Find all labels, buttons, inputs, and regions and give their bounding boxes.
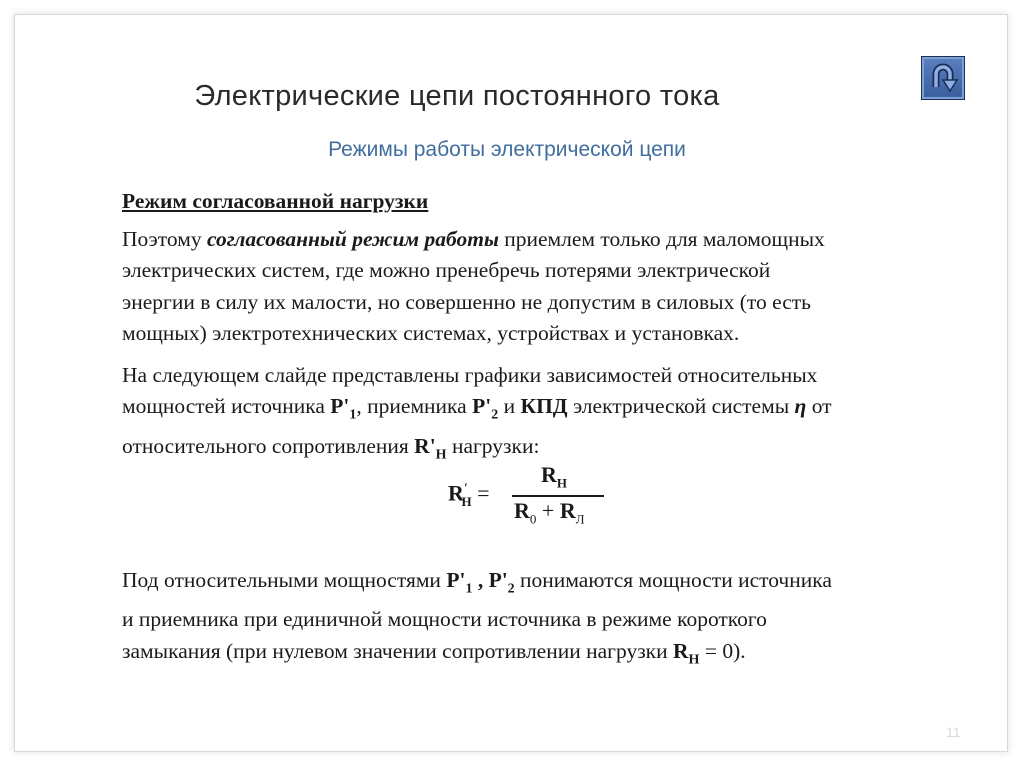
symbol-text: R': [414, 433, 436, 458]
paragraph-3: [122, 565, 992, 676]
text: приемлем только для маломощных: [498, 226, 825, 251]
paragraph-2-line-1: На следующем слайде представлены графики зависимостей относительных: [122, 362, 818, 387]
text: , приемника: [356, 394, 473, 418]
symbol-r: [414, 433, 447, 463]
paragraph-2: [122, 360, 992, 471]
subscript: Л: [575, 511, 585, 527]
equals-sign: =: [471, 480, 490, 506]
text: от: [806, 394, 832, 418]
text: относительного сопротивления: [122, 433, 415, 458]
symbol-text: R: [541, 462, 557, 487]
back-button[interactable]: [921, 56, 965, 100]
paragraph-2-line-2: [122, 391, 992, 431]
formula-lhs: [448, 480, 490, 510]
symbol-rh: [673, 638, 700, 668]
text: замыкания (при нулевом значении сопротивлении нагрузки: [122, 638, 674, 663]
paragraph-1-line-4: мощных) электротехнических системах, устройствах и установках.: [122, 321, 740, 345]
slide-title: Электрические цепи постоянного тока: [194, 80, 720, 112]
symbol-text: P': [488, 567, 508, 592]
emphasis-text: согласованный режим работы: [206, 226, 499, 251]
subscript: 2: [507, 580, 515, 596]
fraction-bar: [512, 495, 604, 497]
separator: ,: [472, 567, 489, 592]
subscript: Н: [435, 447, 447, 463]
symbol-p1: [446, 567, 473, 596]
text: Под относительными мощностями: [122, 567, 447, 592]
paragraph-1-line-3: энергии в силу их малости, но совершенно не допустим в силовых (то есть: [122, 289, 811, 314]
prime: ′: [463, 480, 468, 495]
symbol-p1: [330, 394, 357, 423]
subscript: Н: [688, 652, 700, 668]
symbol-p2: [488, 567, 515, 596]
paragraph-3-line-1: [122, 565, 992, 605]
symbol-text: P': [472, 394, 492, 418]
slide-subtitle: Режимы работы электрической цепи: [328, 138, 686, 161]
symbol-text: P': [330, 394, 350, 418]
paragraph-1-line-2: электрических систем, где можно пренебречь потерями электрической: [122, 258, 771, 282]
section-heading: Режим согласованной нагрузки: [122, 189, 429, 213]
text: мощностей источника: [122, 394, 331, 418]
u-turn-arrow-icon: [926, 61, 960, 95]
text: Поэтому: [122, 226, 207, 251]
text: нагрузки:: [446, 433, 540, 458]
paragraph-3-line-3: [122, 636, 992, 676]
subscript: 2: [491, 407, 499, 423]
eta-symbol: η: [794, 394, 807, 418]
subscript: Н: [461, 493, 472, 509]
symbol-text: R: [448, 480, 464, 506]
paragraph-3-line-2: и приемника при единичной мощности источника в режиме короткого: [122, 607, 767, 632]
text: = 0).: [699, 638, 746, 663]
symbol-text: R: [673, 638, 689, 663]
symbol-p2: [472, 394, 499, 423]
plus-sign: +: [536, 498, 560, 523]
subscript: Н: [556, 475, 568, 491]
paragraph-1-line-1: [122, 224, 992, 256]
paragraph-1: [122, 224, 992, 350]
formula: [448, 462, 618, 532]
slide-number: 11: [946, 724, 961, 740]
symbol-text: P': [446, 567, 466, 592]
symbol-text: R: [514, 498, 530, 523]
symbol-text: R: [559, 498, 576, 523]
text: электрической системы: [567, 394, 795, 418]
formula-denominator: [514, 498, 585, 527]
kpd-text: КПД: [520, 394, 568, 418]
text: и: [498, 394, 521, 418]
subscript: 1: [465, 580, 473, 596]
text: понимаются мощности источника: [514, 567, 832, 592]
slide-content: [122, 186, 992, 686]
subscript: 1: [349, 407, 357, 423]
formula-numerator: [541, 462, 567, 491]
subscript: 0: [529, 511, 537, 527]
